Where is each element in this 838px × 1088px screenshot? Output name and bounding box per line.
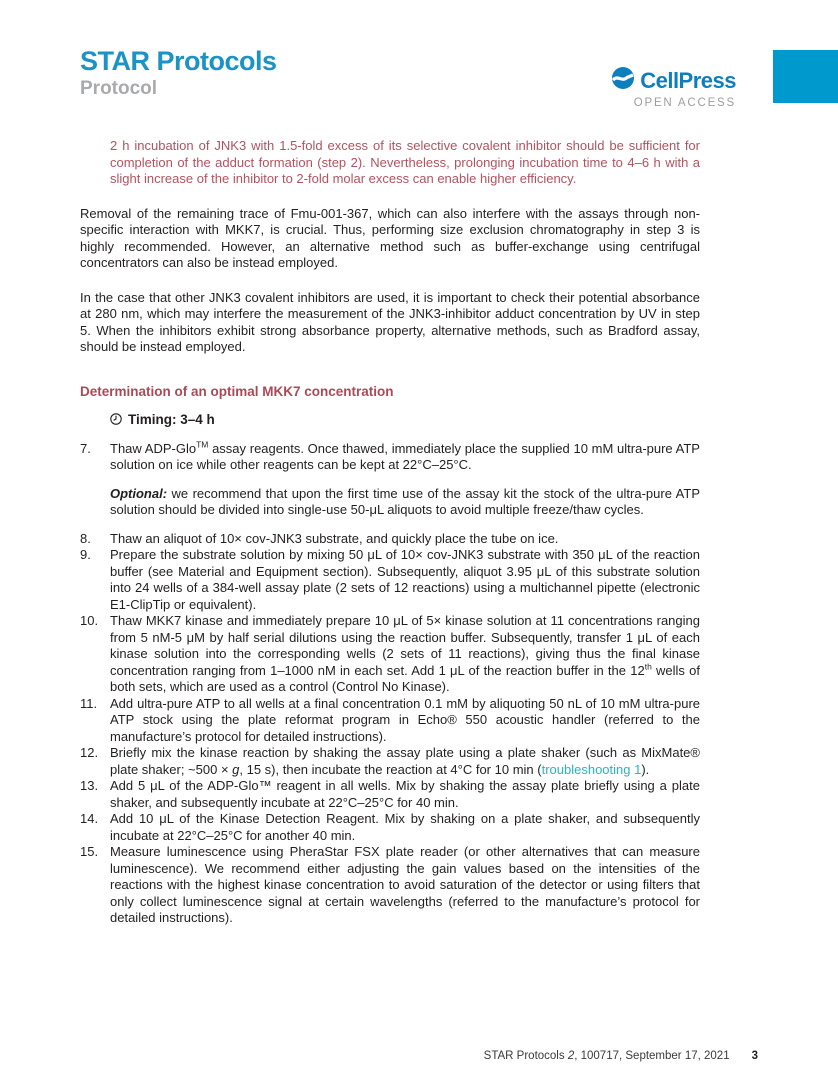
- step-text: Measure luminescence using PheraStar FSX plate reader (or other alternatives that can measure luminescence). We recommend either adjusting the gain values based on the intensities of the reactions with the highest kinase concentration to avoid saturation of the detector or using filters that only collect luminescence signal at certain wavelengths (referred to the manufacture’s protocol for detailed instructions).: [110, 844, 700, 925]
- open-access-label: OPEN ACCESS: [633, 97, 736, 109]
- article-body: [0, 138, 838, 927]
- corner-accent-block: [773, 50, 838, 103]
- optional-paragraph: [110, 486, 700, 519]
- step-text-segment: wells of both sets, which are used as a control (Control No Kinase).: [110, 662, 700, 694]
- italic-g: g: [232, 761, 240, 777]
- step-text: Add 10 μL of the Kinase Detection Reagent. Mix by shaking on a plate shaker, and subsequently incubate at 22°C–25°C for another 40 min.: [110, 811, 700, 843]
- step-number: 7.: [80, 440, 91, 456]
- step-number: 12.: [80, 745, 99, 760]
- step-text-segment: , 15 s), then incubate the reaction at 4°C for 10 min (: [239, 761, 542, 777]
- paragraph-absorbance: In the case that other JNK3 covalent inhibitors are used, it is important to check their potential absorbance at 280 nm, which may interfere the measurement of the JNK3-inhibitor adduct concentration by UV in step 5. When the inhibitors exhibit strong absorbance property, alternative methods, such as Bradford assay, should be instead employed.: [80, 289, 700, 354]
- step-11: [80, 696, 700, 746]
- page-number: 3: [751, 1050, 758, 1062]
- step-text-segment: Briefly mix the kinase reaction by shaking the assay plate using a plate shaker (such as MixMate® plate shaker; ~500 ×: [110, 745, 700, 777]
- step-15: [80, 844, 700, 927]
- page-footer: [484, 1050, 758, 1062]
- step-text: Prepare the substrate solution by mixing 50 μL of 10× cov-JNK3 substrate with 350 μL of the reaction buffer (see Material and Equipment section). Subsequently, aliquot 3.95 μL of this substrate solution into 24 wells of a 384-well assay plate (2 sets of 12 reactions) using a multichannel pipette (electronic E1-ClipTip or equivalent).: [110, 547, 700, 612]
- footer-journal: STAR Protocols: [483, 1050, 568, 1062]
- step-text-segment: Thaw ADP-Glo: [110, 440, 197, 456]
- step-text-segment: Thaw MKK7 kinase and immediately prepare 10 μL of 5× kinase solution at 11 concentrations ranging from 5 nM-5 μM by half serial dilutions using the reaction buffer. Subsequently, transfer 1 μL of each kinase solution into the corresponding wells (2 sets of 11 reactions), giving thus the final kinase concentration ranging from 1–1000 nM in each set. Add 1 μL of the reaction buffer in the 12: [110, 613, 700, 678]
- troubleshooting-link[interactable]: troubleshooting 1: [541, 761, 642, 777]
- optional-label: Optional:: [110, 485, 168, 501]
- step-13: [80, 778, 700, 811]
- timing-line: [110, 412, 700, 427]
- step-text: Add 5 μL of the ADP-Glo™ reagent in all wells. Mix by shaking the assay plate briefly using a plate shaker, and subsequently incubate at 22°C–25°C for 40 min.: [110, 778, 700, 810]
- step-number: 11.: [80, 695, 98, 711]
- page-header: [0, 0, 838, 109]
- step-number: 8.: [80, 530, 91, 546]
- journal-title: STAR Protocols: [80, 46, 277, 76]
- step-14: [80, 811, 700, 844]
- step-text: Add ultra-pure ATP to all wells at a final concentration 0.1 mM by aliquoting 50 nL of 10 mM ultra-pure ATP stock using the plate reformat program in Echo® 550 acoustic handler (referred to the manufacture’s protocol for detailed instructions).: [110, 695, 700, 744]
- publisher-block: [611, 66, 736, 109]
- trademark-superscript: TM: [196, 439, 209, 450]
- clock-icon: [110, 413, 122, 425]
- timing-label: Timing: 3–4 h: [128, 411, 215, 427]
- publisher-name: CellPress: [640, 67, 736, 93]
- section-heading: Determination of an optimal MKK7 concentration: [80, 383, 394, 399]
- step-number: 10.: [80, 613, 99, 628]
- step-10: [80, 613, 700, 696]
- journal-subtitle: Protocol: [80, 78, 158, 99]
- step-text: [110, 441, 700, 474]
- step-number: 14.: [80, 811, 99, 826]
- cellpress-logo-icon: [611, 66, 635, 95]
- step-text: [110, 613, 700, 696]
- step-9: [80, 547, 700, 613]
- paragraph-removal: Removal of the remaining trace of Fmu-001-367, which can also interfere with the assays through non-specific interaction with MKK7, is crucial. Thus, performing size exclusion chromatography in step 3 is highly recommended. However, an alternative method such as buffer-exchange using centrifugal concentrators can also be instead employed.: [80, 205, 700, 270]
- step-list: [80, 441, 700, 927]
- step-12: [80, 745, 700, 778]
- footer-issue-date: , 100717, September 17, 2021: [574, 1050, 730, 1062]
- step-8: [80, 531, 700, 548]
- note-paragraph: 2 h incubation of JNK3 with 1.5-fold excess of its selective covalent inhibitor should be sufficient for completion of the adduct formation (step 2). Nevertheless, prolonging incubation time to 4–6 h with a slight increase of the inhibitor to 2-fold molar excess can enable higher efficiency.: [110, 138, 700, 186]
- footer-volume: 2: [567, 1050, 575, 1062]
- step-number: 15.: [80, 844, 99, 859]
- ordinal-superscript: th: [644, 661, 652, 672]
- step-number: 9.: [80, 547, 91, 562]
- step-7: [80, 441, 700, 474]
- step-text: Thaw an aliquot of 10× cov-JNK3 substrate, and quickly place the tube on ice.: [110, 530, 559, 546]
- step-text-segment: ).: [641, 761, 650, 777]
- step-number: 13.: [80, 778, 99, 793]
- optional-text: we recommend that upon the first time use of the assay kit the stock of the ultra-pure ATP solution should be divided into single-use 50-μL aliquots to avoid multiple freeze/thaw cycles.: [110, 485, 700, 517]
- footer-citation: [484, 1050, 730, 1062]
- step-text: [110, 745, 700, 778]
- step-text-segment: assay reagents. Once thawed, immediately place the supplied 10 mM ultra-pure ATP solution on ice while other reagents can be kept at 22°C–25°C.: [110, 440, 700, 472]
